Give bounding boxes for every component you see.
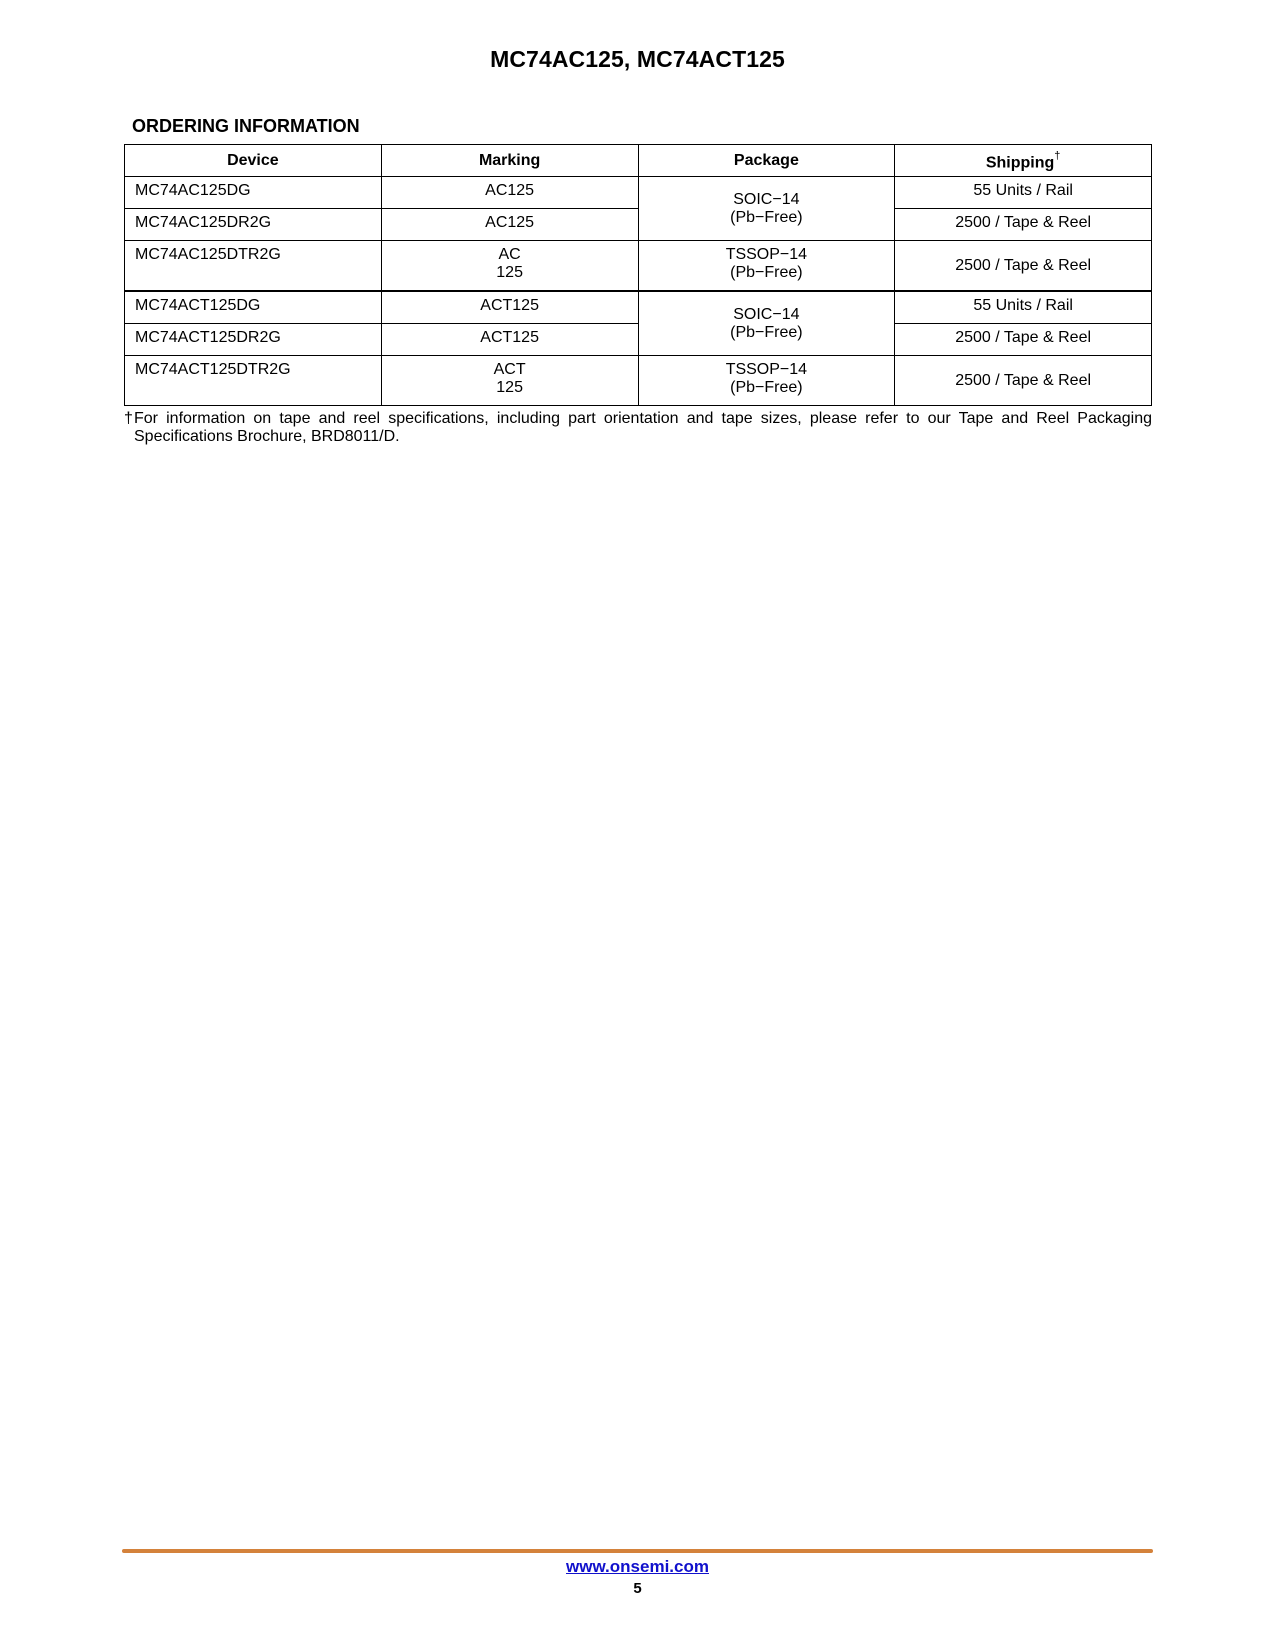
ordering-information-table bbox=[124, 144, 1152, 406]
header-shipping: Shipping† bbox=[895, 145, 1152, 177]
shipping-cell: 2500 / Tape & Reel bbox=[895, 209, 1152, 241]
dagger-superscript: † bbox=[1054, 149, 1061, 162]
device-cell: MC74AC125DR2G bbox=[125, 209, 382, 241]
table-footnote bbox=[124, 410, 1152, 446]
table-row bbox=[125, 177, 1152, 209]
marking-cell: AC125 bbox=[381, 209, 638, 241]
section-heading: ORDERING INFORMATION bbox=[132, 116, 360, 136]
device-cell: MC74AC125DG bbox=[125, 177, 382, 209]
package-cell: TSSOP−14 (Pb−Free) bbox=[638, 356, 895, 406]
footer-divider bbox=[122, 1549, 1153, 1553]
page-title: MC74AC125, MC74ACT125 bbox=[490, 46, 785, 72]
shipping-cell: 2500 / Tape & Reel bbox=[895, 324, 1152, 356]
marking-cell: ACT125 bbox=[381, 291, 638, 324]
table-row bbox=[125, 241, 1152, 292]
marking-cell: ACT 125 bbox=[381, 356, 638, 406]
shipping-cell: 2500 / Tape & Reel bbox=[895, 356, 1152, 406]
device-cell: MC74ACT125DR2G bbox=[125, 324, 382, 356]
page-number: 5 bbox=[633, 1580, 642, 1597]
package-cell: TSSOP−14 (Pb−Free) bbox=[638, 241, 895, 292]
marking-cell: ACT125 bbox=[381, 324, 638, 356]
shipping-cell: 2500 / Tape & Reel bbox=[895, 241, 1152, 292]
package-cell: SOIC−14 (Pb−Free) bbox=[638, 291, 895, 356]
shipping-cell: 55 Units / Rail bbox=[895, 291, 1152, 324]
package-cell: SOIC−14 (Pb−Free) bbox=[638, 177, 895, 241]
footnote-dagger: † bbox=[124, 410, 133, 427]
header-marking: Marking bbox=[381, 145, 638, 177]
marking-cell: AC125 bbox=[381, 177, 638, 209]
header-package: Package bbox=[638, 145, 895, 177]
device-cell: MC74ACT125DG bbox=[125, 291, 382, 324]
device-cell: MC74AC125DTR2G bbox=[125, 241, 382, 292]
device-cell: MC74ACT125DTR2G bbox=[125, 356, 382, 406]
website-link[interactable]: www.onsemi.com bbox=[566, 1557, 709, 1576]
shipping-cell: 55 Units / Rail bbox=[895, 177, 1152, 209]
table-header-row bbox=[125, 145, 1152, 177]
table-row bbox=[125, 356, 1152, 406]
footnote-text: For information on tape and reel specifications, including part orientation and tape sizes, please refer to our Tape and Reel Packaging Specifications Brochure, BRD8011/D. bbox=[134, 410, 1152, 445]
table-row bbox=[125, 291, 1152, 324]
header-device: Device bbox=[125, 145, 382, 177]
marking-cell: AC 125 bbox=[381, 241, 638, 292]
